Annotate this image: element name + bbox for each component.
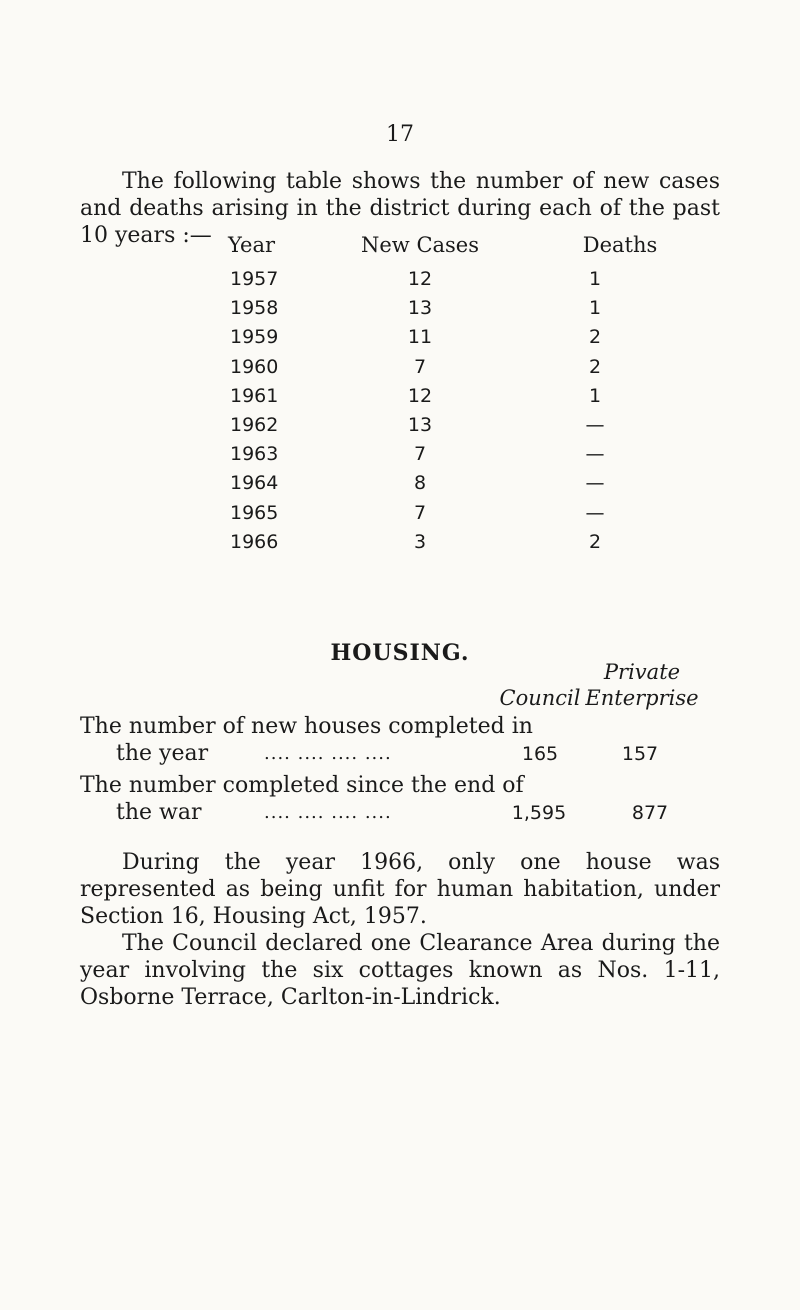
cell-year: 1959 [230,326,279,348]
housing-row-label-line1: The number completed since the end of [80,773,524,798]
housing-private-value: 157 [621,743,659,765]
cell-new-cases: 7 [413,356,427,378]
header-year: Year [228,233,276,257]
table-row [0,385,800,415]
header-council: Council [499,686,581,710]
cell-new-cases: 13 [407,297,433,319]
table-row [0,297,800,327]
housing-council-value: 1,595 [511,802,567,824]
cell-deaths: 1 [588,297,602,319]
cell-new-cases: 11 [407,326,433,348]
cell-deaths: 2 [588,326,602,348]
unfit-house-paragraph: During the year 1966, only one house was represented as being unfit for human habitation, under Section 16, Housing Act, 1957. [80,850,720,929]
housing-row-label-line1: The number of new houses completed in [80,714,533,739]
cell-new-cases: 7 [413,443,427,465]
cell-deaths: — [585,414,605,436]
table-row [0,356,800,386]
intro-paragraph: The following table shows the number of new cases and deaths arising in the district during each of the past 10 years :— [80,169,720,248]
leader-dots: .... .... .... .... [264,743,392,764]
cell-year: 1958 [230,297,279,319]
table-row [0,443,800,473]
cell-deaths: 2 [588,531,602,553]
clearance-area-paragraph: The Council declared one Clearance Area during the year involving the six cottages known as Nos. 1-11, Osborne Terrace, Carlton-in-Lindrick. [80,931,720,1010]
cell-year: 1960 [230,356,279,378]
housing-council-value: 165 [521,743,559,765]
cell-new-cases: 7 [413,502,427,524]
cell-new-cases: 3 [413,531,427,553]
header-private: Private [603,660,681,684]
table-row [0,414,800,444]
table-row [0,326,800,356]
cell-deaths: — [585,472,605,494]
cell-new-cases: 12 [407,385,433,407]
cell-deaths: — [585,443,605,465]
cell-year: 1962 [230,414,279,436]
housing-row-label-line2: the war [116,800,202,825]
header-deaths: Deaths [582,233,658,257]
cell-year: 1957 [230,268,279,290]
housing-row-label-line2: the year [116,741,209,766]
cases-table-header [0,233,800,263]
table-row [0,531,800,561]
cell-new-cases: 12 [407,268,433,290]
header-enterprise: Enterprise [585,686,699,710]
cell-deaths: 1 [588,268,602,290]
cell-year: 1964 [230,472,279,494]
housing-private-value: 877 [631,802,669,824]
table-row [0,268,800,298]
table-row [0,472,800,502]
housing-title: HOUSING. [330,640,470,666]
cell-year: 1961 [230,385,279,407]
cell-year: 1963 [230,443,279,465]
cell-year: 1966 [230,531,279,553]
leader-dots: .... .... .... .... [264,802,392,823]
cell-new-cases: 13 [407,414,433,436]
page-number: 17 [386,122,414,147]
header-new-cases: New Cases [360,233,480,257]
cell-deaths: 2 [588,356,602,378]
cell-deaths: — [585,502,605,524]
cell-deaths: 1 [588,385,602,407]
table-row [0,502,800,532]
cell-year: 1965 [230,502,279,524]
cell-new-cases: 8 [413,472,427,494]
